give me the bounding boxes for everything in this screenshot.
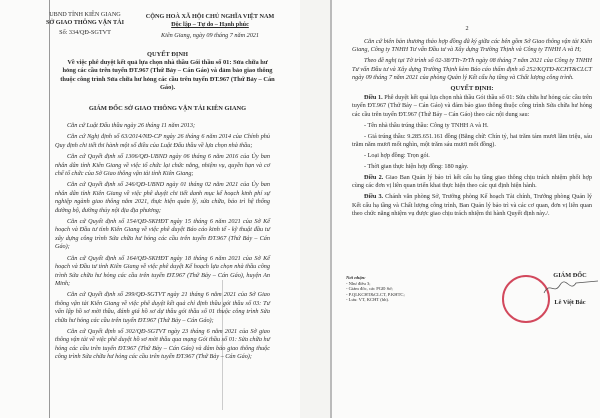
decision-title: QUYẾT ĐỊNH	[147, 51, 188, 58]
issue-date: Kiên Giang, ngày 09 tháng 7 năm 2021	[161, 32, 259, 39]
document-number: Số: 334/QĐ-SGTVT	[59, 29, 111, 36]
article-3-text: Chánh văn phòng Sở, Trưởng phòng Kế hoạch Tài chính, Trưởng phòng Quản lý Kết cấu hạ tầng và Chất lượng công trình, Ban Quản lý bảo trì và các cơ quan, đơn vị liên quan theo chức năng nhiệm vụ được giao chịu trách nhiệm thi hành Quyết định này./.	[352, 193, 593, 217]
award-item: - Giá trúng thầu: 9.285.651.161 đồng (Bằng chữ: Chín tỷ, hai trăm tám mươi lăm triệu, sáu trăm năm mươi mốt nghìn, một trăm sáu mươi mốt đồng).	[352, 132, 592, 149]
issuing-agency	[30, 11, 140, 37]
recipients-title: Nơi nhận:	[346, 275, 366, 280]
nation-name: CỘNG HOÀ XÃ HỘI CHỦ NGHĨA VIỆT NAM	[145, 13, 275, 20]
legal-basis: Căn cứ Quyết định số 1306/QĐ-UBND ngày 06 tháng 6 năm 2016 của Ủy ban nhân dân tỉnh Kiên Giang về việc tổ chức lại chức năng, nhiệm vụ, quyền hạn và cơ chế tổ chức của Sở Giao thông vận tải tỉnh Kiên Giang;	[55, 153, 270, 178]
decision-heading: QUYẾT ĐỊNH:	[450, 85, 494, 93]
article-1-label: Điều 1.	[364, 94, 383, 102]
decision-title-block	[60, 51, 275, 92]
legal-basis: Căn cứ Luật Đấu thầu ngày 26 tháng 11 năm 2013;	[67, 122, 196, 129]
org-line-2: SỞ GIAO THÔNG VẬN TẢI	[45, 19, 125, 26]
legal-bases	[55, 122, 270, 365]
authority-heading: GIÁM ĐỐC SỞ GIAO THÔNG VẬN TẢI KIÊN GIANG	[88, 105, 247, 112]
recipient: - Như điều 3;	[346, 280, 371, 286]
motto: Độc lập – Tự do – Hạnh phúc	[171, 21, 249, 28]
legal-basis: Căn cứ Quyết định số 299/QĐ-SGTVT ngày 21 tháng 6 năm 2021 của Sở Giao thông vận tải Kiên Giang về việc phê duyệt kết quả chỉ định thầu gói thầu số 03: Tư vấn lập hồ sơ mời thầu, đánh giá hồ sơ dự thầu gói thầu số 01 thuộc công trình Sửa chữa hư hỏng các cầu trên tuyến ĐT.967 (Thứ Bảy – Cán Gáo);	[55, 291, 270, 324]
recipients-block	[346, 275, 405, 303]
org-line-1: UBND TỈNH KIÊN GIANG	[49, 11, 121, 18]
legal-basis: Căn cứ biên bản thương thảo hợp đồng đã ký giữa các bên gồm Sở Giao thông vận tải Kiên Giang, Công ty TNHH Tư vấn Đầu tư và Xây dựng Trường Thịnh và Công ty TNHH A và H;	[352, 38, 592, 54]
award-item: - Tên nhà thầu trúng thầu: Công ty TNHH A và H.	[364, 121, 489, 129]
legal-basis: Căn cứ Quyết định số 164/QĐ-SKHĐT ngày 18 tháng 6 năm 2021 của Sở Kế hoạch và Đầu tư tỉnh Kiên Giang về việc phê duyệt Kế hoạch lựa chọn nhà thầu công trình Sửa chữa hư hỏng các cầu trên tuyến ĐT.967 (Thứ Bảy – Cán Gáo), huyện An Minh;	[55, 254, 270, 287]
decision-subject: Về việc phê duyệt kết quả lựa chọn nhà thầu Gói thầu số 01: Sửa chữa hư hỏng các cầu trên tuyến ĐT.967 (Thứ Bảy – Cán Gáo) và đảm bảo giao thông thuộc công trình Sửa chữa hư hỏng các cầu trên tuyến ĐT.967 (Thứ Bảy – Cán Gáo).	[60, 59, 275, 91]
legal-basis: Căn cứ Quyết định số 246/QĐ-UBND ngày 01 tháng 02 năm 2021 của Ủy ban nhân dân tỉnh Kiên Giang về việc phê duyệt chi tiết danh mục kế hoạch kinh phí sự nghiệp ngành giao thông năm 2021, thực hiện quản lý, sửa chữa, bảo trì hệ thống đường bộ, đường thủy nội địa địa phương;	[55, 181, 270, 214]
recipient: - Lưu: VT, KCHT (hh).	[346, 297, 390, 303]
signer-name: Lê Việt Bắc	[554, 299, 586, 306]
scan-edge-line	[49, 0, 50, 418]
signature-block	[510, 272, 600, 306]
page-number: 2	[465, 25, 469, 32]
decision-body	[352, 38, 592, 221]
article-2-text: Giao Ban Quản lý bảo trì kết cấu hạ tầng giao thông chịu trách nhiệm phối hợp cùng các đơn vị liên quan triển khai thực hiện theo các qui định hiện hành.	[352, 173, 593, 190]
legal-basis: Căn cứ Quyết định số 154/QĐ-SKHĐT ngày 15 tháng 6 năm 2021 của Sở Kế hoạch và Đầu tư tỉnh Kiên Giang về việc phê duyệt Báo cáo kinh tế - kỹ thuật đầu tư xây dựng công trình Sửa chữa hư hỏng các cầu trên tuyến ĐT.967 (Thứ Bảy – Cán Gáo);	[55, 218, 270, 251]
article-2-label: Điều 2.	[364, 173, 384, 181]
article-1-text: Phê duyệt kết quả lựa chọn nhà thầu Gói thầu số 01: Sửa chữa hư hỏng các cầu trên tuyến ĐT.967 (Thứ Bảy – Cán Gáo) và đảm bảo giao thông thuộc công trình Sửa chữa hư hỏng các cầu trên tuyến ĐT.967 (Thứ Bảy – Cán Gáo) theo các nội dung sau:	[352, 94, 593, 118]
handwritten-signature	[540, 279, 600, 297]
award-item: - Thời gian thực hiện hợp đồng: 180 ngày.	[364, 162, 469, 170]
award-item: - Loại hợp đồng: Trọn gói.	[364, 151, 430, 159]
legal-basis: Căn cứ Nghị định số 63/2014/NĐ-CP ngày 26 tháng 6 năm 2014 của Chính phủ Quy định chi tiết thi hành một số điều của Luật Đấu thầu về lựa chọn nhà thầu;	[55, 133, 270, 149]
article-3-label: Điều 3.	[364, 193, 384, 201]
signer-title: GIÁM ĐỐC	[553, 272, 587, 279]
legal-basis: Theo đề nghị tại Tờ trình số 02-38/TTr-TrTh ngày 08 tháng 7 năm 2021 của Công ty TNHH Tư vấn Đầu tư và Xây dựng Trường Thịnh kèm Báo cáo thẩm định số 252/KQTĐ-KCHT&CLCT ngày 09 tháng 7 năm 2021 của phòng Quản lý Kết cấu hạ tầng và Chất lượng công trình.	[352, 57, 592, 82]
recipient: - P.QLKCHT&CLCT, P.KHTC;	[346, 291, 405, 297]
recipient: - Giám đốc, các PGĐ Sở;	[346, 286, 393, 292]
legal-basis: Căn cứ Quyết định số 302/QĐ-SGTVT ngày 23 tháng 6 năm 2021 của Sở giao thông vận tải về việc phê duyệt hồ sơ mời thầu qua mạng Gói thầu số 01: Sửa chữa hư hỏng các cầu trên tuyến ĐT.967 (Thứ Bảy – Cán Gáo) và đảm bảo giao thông thuộc công trình Sửa chữa hư hỏng các cầu trên tuyến ĐT.967 (Thứ Bảy – Cán Gáo);	[55, 327, 270, 361]
document-page-2	[330, 0, 600, 418]
national-header	[135, 13, 285, 40]
